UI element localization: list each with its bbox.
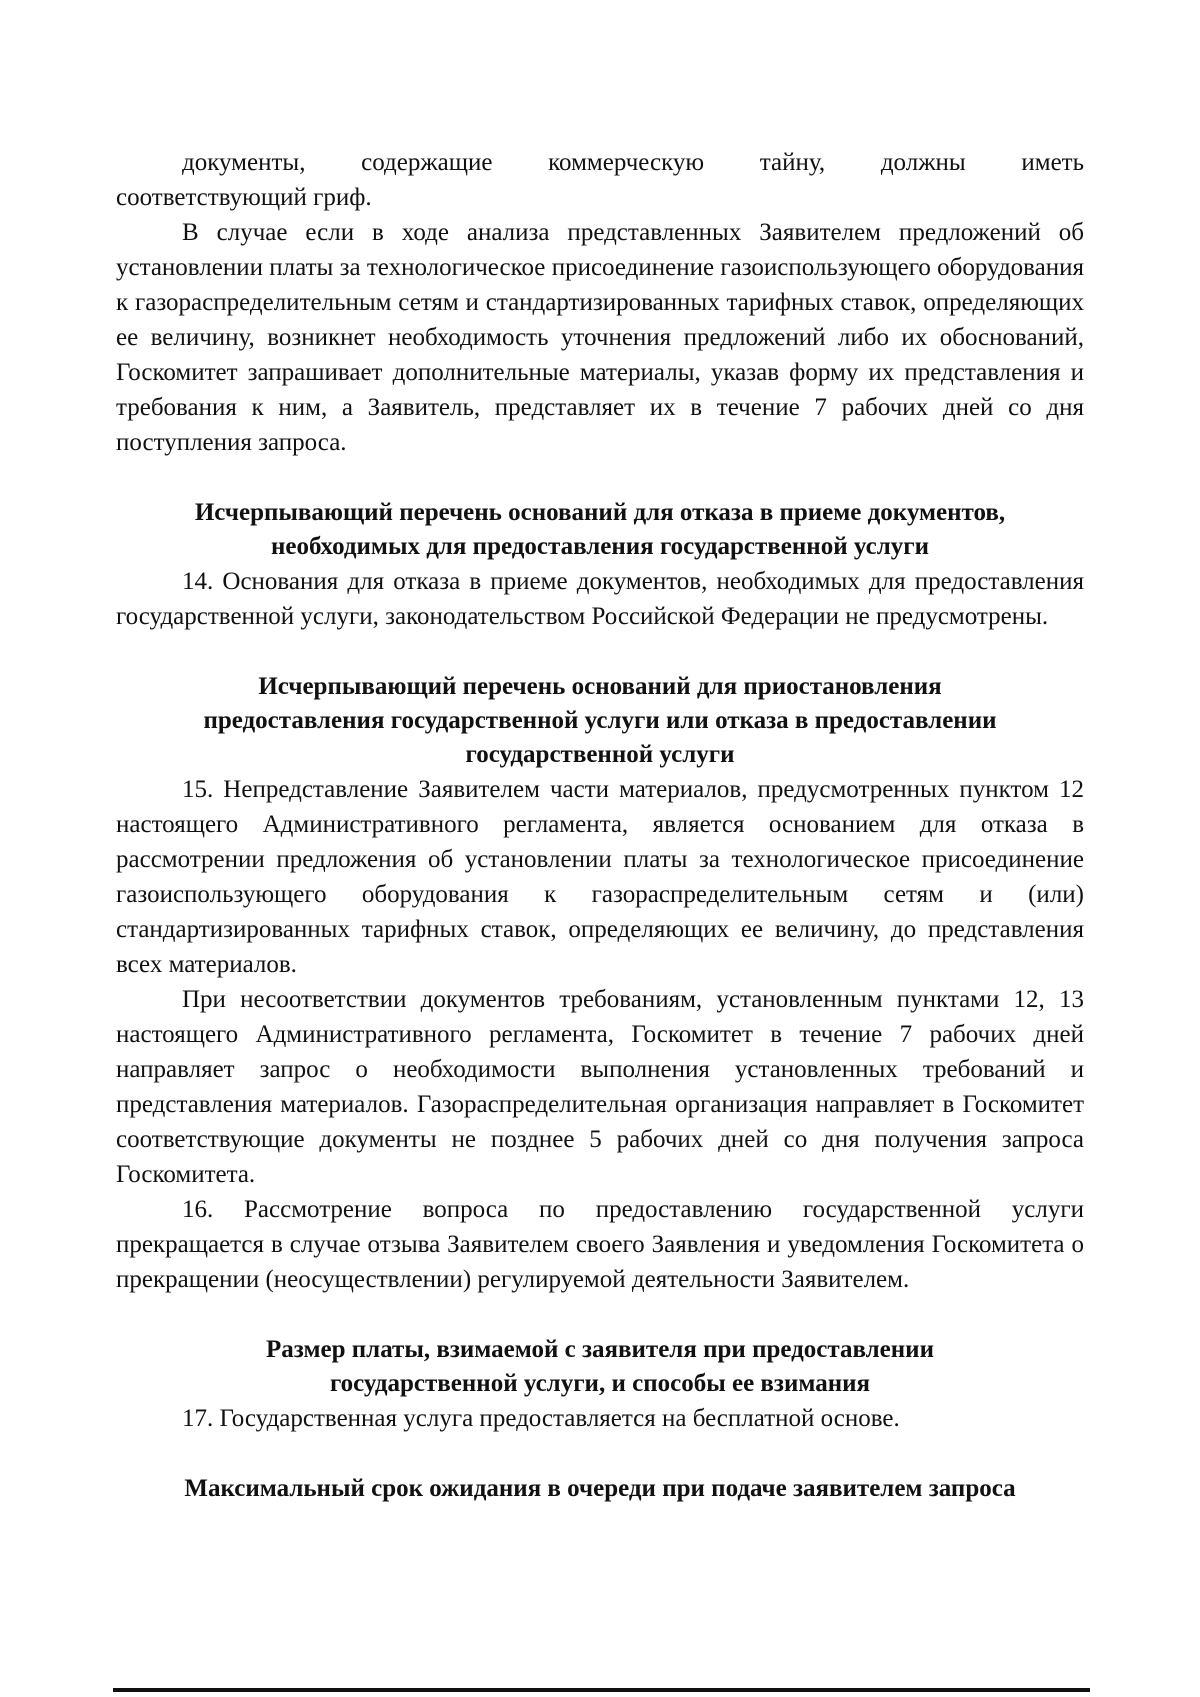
paragraph-15-continued bbox=[116, 982, 1084, 1192]
paragraph-additional-materials bbox=[116, 215, 1084, 460]
paragraph-14 bbox=[116, 564, 1084, 634]
paragraph-text: Государственная услуга предоставляется на бесплатной основе. bbox=[219, 1405, 900, 1432]
page-bottom-rule bbox=[113, 1688, 1090, 1692]
section-heading-queue-time bbox=[116, 1472, 1084, 1506]
heading-line: необходимых для предоставления государственной услуги bbox=[271, 533, 929, 560]
paragraph-continuation-line2 bbox=[116, 180, 1084, 215]
item-number: 16. bbox=[182, 1196, 214, 1223]
section-heading-refusal-documents bbox=[116, 496, 1084, 564]
paragraph-text: В случае если в ходе анализа представленных Заявителем предложений об установлении платы за технологическое присоединение газоиспользующего оборудования к газораспределительным сетям и стандартизированных тарифных ставок, определяющих ее величину, возникнет необходимость уточнения предложений либо их обоснований, Госкомитет запрашивает дополнительные материалы, указав форму их представления и требования к ним, а Заявитель, представляет их в течение 7 рабочих дней со дня поступления запроса. bbox=[116, 219, 1084, 456]
paragraph-text: соответствующий гриф. bbox=[116, 184, 372, 211]
paragraph-continuation-line1 bbox=[116, 145, 1084, 180]
paragraph-text: документы, содержащие коммерческую тайну, должны иметь bbox=[182, 149, 1084, 176]
heading-line: Исчерпывающий перечень оснований для отказа в приеме документов, bbox=[194, 499, 1006, 526]
section-heading-fee bbox=[116, 1333, 1084, 1401]
paragraph-17 bbox=[116, 1401, 1084, 1436]
paragraph-text: 15. Непредставление Заявителем части материалов, предусмотренных пунктом 12 настоящего Административного регламента, является основанием для отказа в рассмотрении предложения об установлении платы за технологическое присоединение газоиспользующего оборудования к газораспределительным сетям и (или) стандартизированных тарифных ставок, определяющих ее величину, до представления всех материалов. bbox=[116, 776, 1084, 978]
paragraph-text: Основания для отказа в приеме документов, необходимых для предоставления государственной услуги, законодательством Российской Федерации не предусмотрены. bbox=[116, 568, 1084, 630]
heading-line: Размер платы, взимаемой с заявителя при предоставлении bbox=[266, 1336, 934, 1363]
heading-line: государственной услуги bbox=[465, 741, 735, 768]
heading-line: государственной услуги, и способы ее взимания bbox=[329, 1370, 871, 1397]
paragraph-text: Рассмотрение вопроса по предоставлению государственной услуги прекращается в случае отзыва Заявителем своего Заявления и уведомления Госкомитета о прекращении (неосуществлении) регулируемой деятельности Заявителем. bbox=[116, 1196, 1084, 1293]
paragraph-text: При несоответствии документов требованиям, установленным пунктами 12, 13 настоящего Административного регламента, Госкомитет в течение 7 рабочих дней направляет запрос о необходимости выполнения установленных требований и представления материалов. Газораспределительная организация направляет в Госкомитет соответствующие документы не позднее 5 рабочих дней со дня получения запроса Госкомитета. bbox=[116, 986, 1084, 1188]
document-body bbox=[116, 145, 1084, 1506]
heading-line: предоставления государственной услуги или отказа в предоставлении bbox=[203, 707, 997, 734]
section-heading-suspension bbox=[116, 670, 1084, 772]
paragraph-16 bbox=[116, 1192, 1084, 1297]
paragraph-15 bbox=[116, 772, 1084, 982]
item-number: 17. bbox=[182, 1405, 214, 1432]
heading-line: Исчерпывающий перечень оснований для приостановления bbox=[258, 673, 942, 700]
item-number: 14. bbox=[182, 568, 214, 595]
heading-line: Максимальный срок ожидания в очереди при подаче заявителем запроса bbox=[184, 1475, 1016, 1502]
